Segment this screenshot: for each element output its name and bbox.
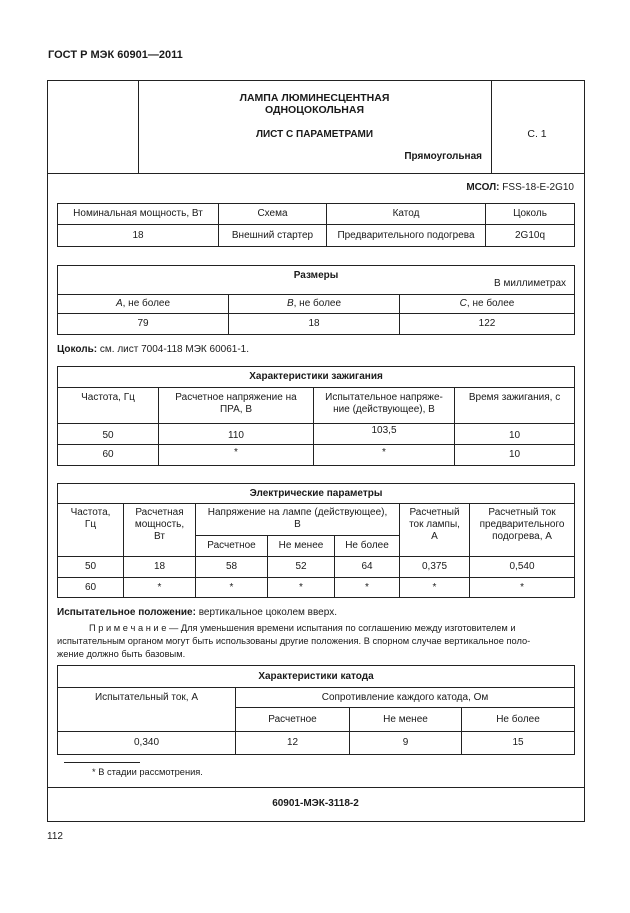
cathode-table — [57, 665, 575, 755]
el-header-frequency — [58, 504, 124, 557]
cathode-header-current: Испытательный ток, А — [58, 688, 236, 732]
el-header-power — [124, 504, 196, 557]
el-row1-current: 0,375 — [400, 557, 470, 578]
note-line-3: жение должно быть базовым. — [57, 649, 186, 659]
el-sub-min: Не менее — [268, 536, 335, 557]
note-prefix: П р и м е ч а н и е — [89, 623, 167, 633]
ign-header-frequency-text: Частота, Гц — [81, 392, 135, 403]
page-reference: С. 1 — [527, 128, 547, 140]
sheet-label: ЛИСТ С ПАРАМЕТРАМИ — [255, 129, 374, 140]
ign-row1-time: 10 — [455, 424, 575, 445]
value-nominal-power: 18 — [58, 225, 219, 247]
ign-header-rated-voltage — [159, 388, 314, 424]
ign-row1-rated: 110 — [159, 424, 314, 445]
note-block — [57, 622, 574, 661]
lamp-shape: Прямоугольная — [404, 151, 482, 162]
ign-row2-time: 10 — [455, 445, 575, 466]
code-top-line — [47, 787, 584, 788]
cathode-header-resistance: Сопротивление каждого катода, Ом — [236, 688, 575, 708]
header-scheme: Схема — [219, 204, 327, 225]
cathode-sub-rated: Расчетное — [236, 708, 350, 732]
ign-row1-test: 103,5 — [314, 424, 455, 445]
value-scheme: Внешний стартер — [219, 225, 327, 247]
el-row1-v-max: 64 — [335, 557, 400, 578]
msol-label: МСОЛ: — [466, 182, 500, 193]
ign-header-time — [455, 388, 575, 424]
electrical-table — [57, 483, 575, 598]
dim-value-b: 18 — [229, 314, 400, 335]
msol-value: FSS-18-E-2G10 — [499, 182, 574, 193]
test-position — [57, 607, 337, 618]
dim-var-c: C — [459, 298, 467, 309]
el-header-preheat-l2: предварительного — [479, 519, 565, 530]
el-header-current-l1: Расчетный — [409, 507, 460, 518]
el-header-preheat-l1: Расчетный ток — [488, 507, 556, 518]
cathode-value-current: 0,340 — [58, 732, 236, 755]
title-divider-right — [491, 80, 492, 173]
ign-row2-freq: 60 — [58, 445, 159, 466]
cathode-title: Характеристики катода — [58, 666, 575, 688]
cathode-sub-min: Не менее — [350, 708, 462, 732]
el-sub-max: Не более — [335, 536, 400, 557]
el-row2-v-min: * — [268, 578, 335, 598]
dim-header-c — [400, 295, 575, 314]
dimensions-units: В миллиметрах — [494, 278, 567, 289]
sheet-code: 60901-МЭК-3118-2 — [272, 798, 359, 809]
el-row2-power: * — [124, 578, 196, 598]
header-base: Цоколь — [486, 204, 575, 225]
page-number: 112 — [47, 831, 63, 842]
value-cathode: Предварительного подогрева — [327, 225, 486, 247]
el-row1-power: 18 — [124, 557, 196, 578]
footnote-rule — [64, 762, 140, 763]
electrical-title: Электрические параметры — [58, 484, 575, 504]
ign-header-time-text: Время зажигания, с — [468, 392, 561, 403]
note-line-1 — [57, 622, 574, 635]
footnote: * В стадии рассмотрения. — [92, 767, 203, 777]
el-header-voltage-l2: В — [294, 519, 301, 530]
el-header-preheat — [470, 504, 575, 557]
dim-value-c: 122 — [400, 314, 575, 335]
title-line-1: ЛАМПА ЛЮМИНЕСЦЕНТНАЯ — [239, 92, 390, 104]
el-row1-preheat: 0,540 — [470, 557, 575, 578]
dim-var-a: A — [115, 298, 123, 309]
ignition-title: Характеристики зажигания — [58, 367, 575, 388]
msol-line — [300, 182, 574, 193]
ign-header-test-voltage-l2: ние (действующее), В — [333, 404, 435, 415]
el-row2-v-rated: * — [196, 578, 268, 598]
dim-value-a: 79 — [58, 314, 229, 335]
dim-header-b — [229, 295, 400, 314]
el-header-current-l3: А — [431, 531, 438, 542]
title-bottom-line — [47, 173, 584, 174]
main-parameters-table — [57, 203, 575, 247]
el-row2-freq: 60 — [58, 578, 124, 598]
dim-header-a-rest: , не более — [122, 298, 171, 309]
el-row2-current: * — [400, 578, 470, 598]
ign-row1-freq: 50 — [58, 424, 159, 445]
el-header-voltage-l1: Напряжение на лампе (действующее), — [207, 507, 388, 518]
base-note-label: Цоколь: — [57, 344, 98, 355]
value-base: 2G10q — [486, 225, 575, 247]
ign-header-rated-voltage-l2: ПРА, В — [219, 404, 253, 415]
dim-header-a — [58, 295, 229, 314]
note-text-1: — Для уменьшения времени испытания по соглашению между изготовителем и — [166, 623, 516, 633]
dim-header-b-rest: , не более — [293, 298, 342, 309]
el-sub-rated: Расчетное — [196, 536, 268, 557]
note-line-2: испытательным органом могут быть использованы другие положения. В спорном случае вертикальное поло- — [57, 636, 531, 646]
ign-header-frequency — [58, 388, 159, 424]
el-header-frequency-l2: Гц — [84, 519, 97, 530]
el-header-frequency-l1: Частота, — [70, 507, 111, 518]
cathode-value-max: 15 — [462, 732, 575, 755]
title-line-2: ОДНОЦОКОЛЬНАЯ — [264, 104, 365, 116]
ign-row2-test: * — [314, 445, 455, 466]
el-header-voltage — [196, 504, 400, 536]
ign-row2-rated: * — [159, 445, 314, 466]
dimensions-title: Размеры — [293, 270, 339, 281]
cathode-value-min: 9 — [350, 732, 462, 755]
header-cathode: Катод — [327, 204, 486, 225]
test-position-label: Испытательное положение: — [57, 607, 196, 618]
header-nominal-power: Номинальная мощность, Вт — [58, 204, 219, 225]
cathode-value-rated: 12 — [236, 732, 350, 755]
el-header-power-l2: мощность, — [134, 519, 185, 530]
dim-header-c-rest: , не более — [466, 298, 515, 309]
el-row2-preheat: * — [470, 578, 575, 598]
el-row2-v-max: * — [335, 578, 400, 598]
cathode-sub-max: Не более — [462, 708, 575, 732]
el-row1-freq: 50 — [58, 557, 124, 578]
dimensions-title-cell — [58, 266, 575, 295]
el-header-preheat-l3: подогрева, А — [492, 531, 552, 542]
dim-var-b: B — [286, 298, 294, 309]
el-header-current-l2: ток лампы, — [409, 519, 460, 530]
el-header-power-l3: Вт — [154, 531, 165, 542]
document-standard-header: ГОСТ Р МЭК 60901—2011 — [48, 49, 183, 61]
ignition-table — [57, 366, 575, 466]
el-row1-v-min: 52 — [268, 557, 335, 578]
dimensions-table — [57, 265, 575, 335]
ign-header-rated-voltage-l1: Расчетное напряжение на — [175, 392, 297, 403]
el-row1-v-rated: 58 — [196, 557, 268, 578]
ign-header-test-voltage-l1: Испытательное напряже- — [325, 392, 443, 403]
ign-header-test-voltage — [314, 388, 455, 424]
test-position-text: вертикальное цоколем вверх. — [195, 607, 337, 618]
el-header-current — [400, 504, 470, 557]
base-note — [57, 344, 249, 355]
base-note-text: см. лист 7004-118 МЭК 60061-1. — [97, 344, 249, 355]
el-header-power-l1: Расчетная — [135, 507, 184, 518]
